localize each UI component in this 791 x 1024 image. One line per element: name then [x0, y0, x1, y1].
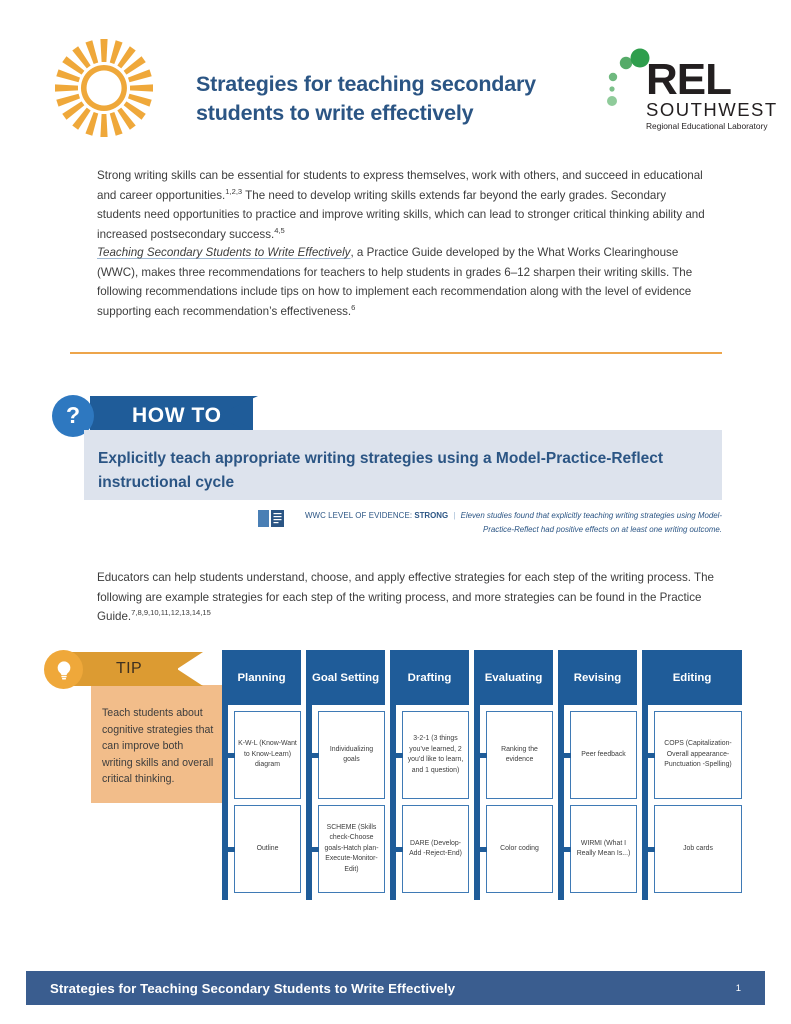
strategy-cell	[486, 711, 553, 799]
column-spine	[558, 700, 564, 900]
rel-southwest-logo	[598, 44, 778, 136]
page-title: Strategies for teaching secondary students to write effectively	[196, 72, 536, 125]
strategy-text: WIRMI (What I Really Mean Is...)	[576, 839, 631, 857]
how-to-label: HOW TO	[132, 404, 222, 427]
page-header	[0, 0, 791, 150]
footer-page-number: 1	[735, 982, 741, 994]
open-book-icon	[258, 510, 284, 527]
connector-tick	[391, 847, 403, 852]
strategy-text: Individualizing goals	[329, 745, 374, 763]
strategy-cell	[318, 805, 385, 893]
tip-ribbon-notch	[177, 652, 203, 686]
process-column-goal-setting	[306, 650, 385, 915]
strategy-text: Job cards	[683, 844, 713, 852]
lightbulb-icon	[44, 650, 83, 689]
strategy-cell	[318, 711, 385, 799]
intro-p2-footnote: 6	[351, 302, 356, 312]
process-column-planning	[222, 650, 301, 915]
strategy-text: DARE (Develop-Add -Reject-End)	[409, 839, 462, 857]
intro-p2-text: , a Practice Guide developed by the What Works Clearinghouse (WWC), makes three recommendations for teachers to help students in grades 6–12 sharpen their writing skills. The following recommendations include tips on how to implement each recommendation along with the level of evidence supporting each recommendation’s effectiveness.	[97, 246, 693, 318]
strategy-text: SCHEME (Skills check-Choose goals-Hatch plan-Execute-Monitor-Edit)	[324, 823, 379, 873]
connector-tick	[475, 847, 487, 852]
strategy-cell	[234, 711, 301, 799]
column-spine	[222, 700, 228, 900]
connector-tick	[307, 753, 319, 758]
intro-p1-footnote-1: 1,2,3	[225, 186, 243, 196]
intro-p1-text-a: Strong writing skills can be essential for students to express themselves, work with others, and succeed in educational and career opportunities.	[97, 169, 703, 202]
body-paragraph-footnote: 7,8,9,10,11,12,13,14,15	[131, 608, 211, 618]
column-header-revising: Revising	[558, 650, 637, 705]
evidence-separator: |	[453, 511, 456, 520]
connector-tick	[307, 847, 319, 852]
recommendation-heading: Explicitly teach appropriate writing strategies using a Model-Practice-Reflect instructional cycle	[98, 450, 664, 491]
intro-p1-footnote-2: 4,5	[274, 225, 285, 235]
strategy-cell	[654, 711, 742, 799]
strategy-text: Outline	[256, 844, 279, 852]
connector-tick	[223, 847, 235, 852]
column-header-editing: Editing	[642, 650, 742, 705]
sun-icon	[52, 36, 156, 140]
strategy-cell	[570, 805, 637, 893]
strategy-text: Ranking the evidence	[501, 745, 538, 763]
strategy-cell	[654, 805, 742, 893]
connector-tick	[391, 753, 403, 758]
svg-text:Regional Educational Laborator: Regional Educational Laboratory	[646, 121, 768, 131]
evidence-description: Eleven studies found that explicitly teaching writing strategies using Model-Practice-Reflect had positive effects on at least one writing outcome.	[460, 511, 722, 534]
logo-dot	[620, 57, 632, 69]
intro-paragraph-1	[97, 166, 711, 244]
strategy-text: Peer feedback	[581, 750, 626, 758]
body-paragraph	[97, 568, 715, 627]
process-column-evaluating	[474, 650, 553, 915]
connector-tick	[643, 847, 655, 852]
logo-dot	[609, 73, 617, 81]
evidence-text	[291, 509, 722, 537]
intro-paragraph-2	[97, 243, 711, 321]
column-spine	[306, 700, 312, 900]
intro-p1-text-b: The need to develop writing skills extends far beyond the early grades. Secondary students need opportunities to practice and improve writing skills, which can lead to stronger critical thinking ability and increased postsecondary success.	[97, 188, 705, 241]
evidence-label: WWC LEVEL OF EVIDENCE:	[305, 511, 413, 520]
svg-text:REL: REL	[646, 55, 731, 104]
page-footer	[26, 971, 765, 1005]
svg-text:SOUTHWEST: SOUTHWEST	[646, 99, 778, 120]
strategy-cell	[486, 805, 553, 893]
strategy-text: K-W-L (Know-Want to Know-Learn) diagram	[238, 740, 297, 769]
recommendation-box	[84, 430, 722, 500]
connector-tick	[475, 753, 487, 758]
body-paragraph-text: Educators can help students understand, choose, and apply effective strategies for each step of the writing process. The following are example strategies for each step of the writing process, and more strategies can be found in the Practice Guide.	[97, 571, 714, 624]
tip-callout	[44, 650, 224, 810]
column-header-evaluating: Evaluating	[474, 650, 553, 705]
strategy-cell	[234, 805, 301, 893]
logo-dot	[609, 86, 614, 91]
strategy-text: COPS (Capitalization-Overall appearance-Punctuation -Spelling)	[664, 740, 732, 769]
tip-text: Teach students about cognitive strategies that can improve both writing skills and overall critical thinking.	[102, 707, 214, 785]
evidence-level: STRONG	[414, 511, 449, 520]
practice-guide-link[interactable]: Teaching Secondary Students to Write Effectively	[97, 246, 351, 259]
strategy-cell	[402, 711, 469, 799]
connector-tick	[559, 753, 571, 758]
strategy-text: Color coding	[500, 844, 539, 852]
tip-label: TIP	[116, 660, 143, 677]
column-spine	[474, 700, 480, 900]
connector-tick	[559, 847, 571, 852]
section-divider	[70, 352, 722, 354]
connector-tick	[223, 753, 235, 758]
strategy-cell	[570, 711, 637, 799]
strategy-text: 3-2-1 (3 things you’ve learned, 2 you’d like to learn, and 1 question)	[407, 735, 464, 774]
column-header-goal-setting: Goal Setting	[306, 650, 385, 705]
process-column-editing	[642, 650, 742, 915]
process-column-drafting	[390, 650, 469, 915]
strategy-cell	[402, 805, 469, 893]
connector-tick	[643, 753, 655, 758]
logo-dot	[607, 96, 617, 106]
column-spine	[390, 700, 396, 900]
column-spine	[642, 700, 648, 900]
question-mark-glyph: ?	[65, 401, 81, 428]
process-column-revising	[558, 650, 637, 915]
writing-process-table	[222, 650, 732, 915]
column-header-drafting: Drafting	[390, 650, 469, 705]
column-header-planning: Planning	[222, 650, 301, 705]
footer-title: Strategies for Teaching Secondary Students to Write Effectively	[50, 980, 456, 996]
